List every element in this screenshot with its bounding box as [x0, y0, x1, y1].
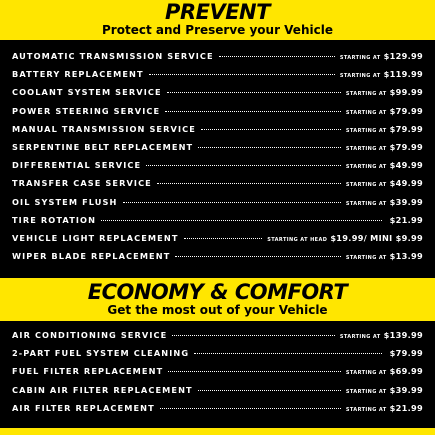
service-row — [12, 366, 423, 384]
dotted-leader — [194, 353, 381, 354]
dotted-leader — [198, 147, 341, 148]
dotted-leader — [175, 256, 340, 257]
service-row — [12, 87, 423, 105]
service-name: 2-PART FUEL SYSTEM CLEANING — [12, 348, 190, 359]
dotted-leader — [123, 202, 341, 203]
service-name: FUEL FILTER REPLACEMENT — [12, 366, 164, 377]
service-price — [267, 233, 423, 243]
price-value: $119.99 — [383, 69, 423, 80]
service-price — [346, 385, 423, 395]
price-prefix: STARTING AT — [339, 334, 381, 340]
service-price — [387, 215, 423, 225]
service-name: WIPER BLADE REPLACEMENT — [12, 251, 171, 262]
service-row — [12, 178, 423, 196]
dotted-leader — [149, 74, 335, 75]
economy-title: ECONOMY & COMFORT — [87, 280, 348, 304]
service-name: AUTOMATIC TRANSMISSION SERVICE — [12, 51, 214, 61]
dotted-leader — [201, 129, 341, 130]
dotted-leader — [172, 335, 335, 336]
price-value: $21.99 — [389, 402, 423, 413]
service-price — [346, 197, 423, 207]
service-row — [12, 215, 423, 233]
price-value: $79.99 — [389, 141, 423, 152]
service-name: CABIN AIR FILTER REPLACEMENT — [12, 384, 193, 395]
price-value: $139.99 — [383, 330, 423, 340]
service-row — [12, 69, 423, 87]
dotted-leader — [101, 220, 382, 221]
price-prefix: STARTING AT — [345, 182, 387, 189]
price-prefix: STARTING AT HEAD — [267, 236, 328, 243]
prevent-service-list — [12, 51, 423, 269]
price-value: $39.99 — [389, 196, 423, 207]
service-name: POWER STEERING SERVICE — [12, 105, 161, 116]
price-value: $49.99 — [389, 160, 423, 171]
service-row — [12, 106, 423, 124]
service-price — [346, 160, 423, 170]
price-prefix: STARTING AT — [345, 91, 387, 98]
price-prefix: STARTING AT — [345, 127, 387, 134]
price-value: $39.99 — [389, 384, 423, 395]
service-name: COOLANT SYSTEM SERVICE — [12, 87, 162, 98]
prevent-title: PREVENT — [165, 0, 270, 24]
service-price — [340, 69, 423, 79]
service-row — [12, 251, 423, 269]
service-price — [346, 178, 423, 188]
service-price — [346, 251, 423, 261]
service-row — [12, 160, 423, 178]
service-price — [346, 366, 423, 376]
service-price — [346, 142, 423, 152]
price-value: $19.99/ MINI $9.99 — [330, 232, 423, 243]
prevent-header — [0, 0, 435, 40]
bottom-band — [0, 428, 435, 435]
dotted-leader — [184, 238, 263, 239]
service-price — [340, 51, 423, 61]
dotted-leader — [165, 111, 341, 112]
service-name: TRANSFER CASE SERVICE — [12, 178, 152, 189]
service-row — [12, 197, 423, 215]
price-value: $129.99 — [383, 51, 423, 61]
dotted-leader — [219, 56, 335, 57]
service-name: DIFFERENTIAL SERVICE — [12, 160, 142, 171]
service-row — [12, 142, 423, 160]
price-value: $69.99 — [389, 366, 423, 377]
dotted-leader — [168, 371, 341, 372]
price-prefix: STARTING AT — [345, 255, 387, 262]
price-value: $99.99 — [389, 87, 423, 98]
price-prefix: STARTING AT — [345, 200, 387, 207]
economy-service-list — [12, 330, 423, 421]
economy-subtitle: Get the most out of your Vehicle — [107, 303, 328, 317]
service-price — [346, 124, 423, 134]
service-row — [12, 51, 423, 69]
service-price — [346, 87, 423, 97]
service-name: AIR CONDITIONING SERVICE — [12, 330, 168, 340]
service-name: OIL SYSTEM FLUSH — [12, 196, 118, 207]
service-name: AIR FILTER REPLACEMENT — [12, 402, 155, 413]
service-name: BATTERY REPLACEMENT — [12, 69, 144, 80]
price-prefix: STARTING AT — [345, 164, 387, 171]
price-prefix: STARTING AT — [345, 370, 387, 377]
price-value: $21.99 — [389, 214, 423, 225]
dotted-leader — [167, 92, 341, 93]
service-price — [346, 106, 423, 116]
price-value: $13.99 — [389, 251, 423, 262]
dotted-leader — [157, 183, 341, 184]
service-row — [12, 348, 423, 366]
price-prefix: STARTING AT — [345, 406, 387, 413]
price-value: $49.99 — [389, 178, 423, 189]
price-value: $79.99 — [389, 348, 423, 359]
price-prefix: STARTING AT — [339, 73, 381, 80]
dotted-leader — [146, 165, 341, 166]
service-name: MANUAL TRANSMISSION SERVICE — [12, 123, 196, 134]
service-name: TIRE ROTATION — [12, 214, 97, 225]
price-prefix: STARTING AT — [345, 145, 387, 152]
economy-header — [0, 278, 435, 321]
prevent-subtitle: Protect and Preserve your Vehicle — [102, 23, 333, 37]
service-row — [12, 403, 423, 421]
service-row — [12, 385, 423, 403]
service-row — [12, 330, 423, 348]
price-value: $79.99 — [389, 105, 423, 116]
service-price — [340, 330, 423, 340]
service-price — [346, 403, 423, 413]
price-value: $79.99 — [389, 123, 423, 134]
service-price — [387, 348, 423, 358]
dotted-leader — [198, 390, 341, 391]
price-prefix: STARTING AT — [345, 388, 387, 395]
service-name: SERPENTINE BELT REPLACEMENT — [12, 141, 194, 152]
dotted-leader — [160, 408, 341, 409]
price-prefix: STARTING AT — [345, 109, 387, 116]
service-row — [12, 124, 423, 142]
price-prefix: STARTING AT — [339, 55, 381, 61]
service-row — [12, 233, 423, 251]
service-name: VEHICLE LIGHT REPLACEMENT — [12, 232, 179, 243]
